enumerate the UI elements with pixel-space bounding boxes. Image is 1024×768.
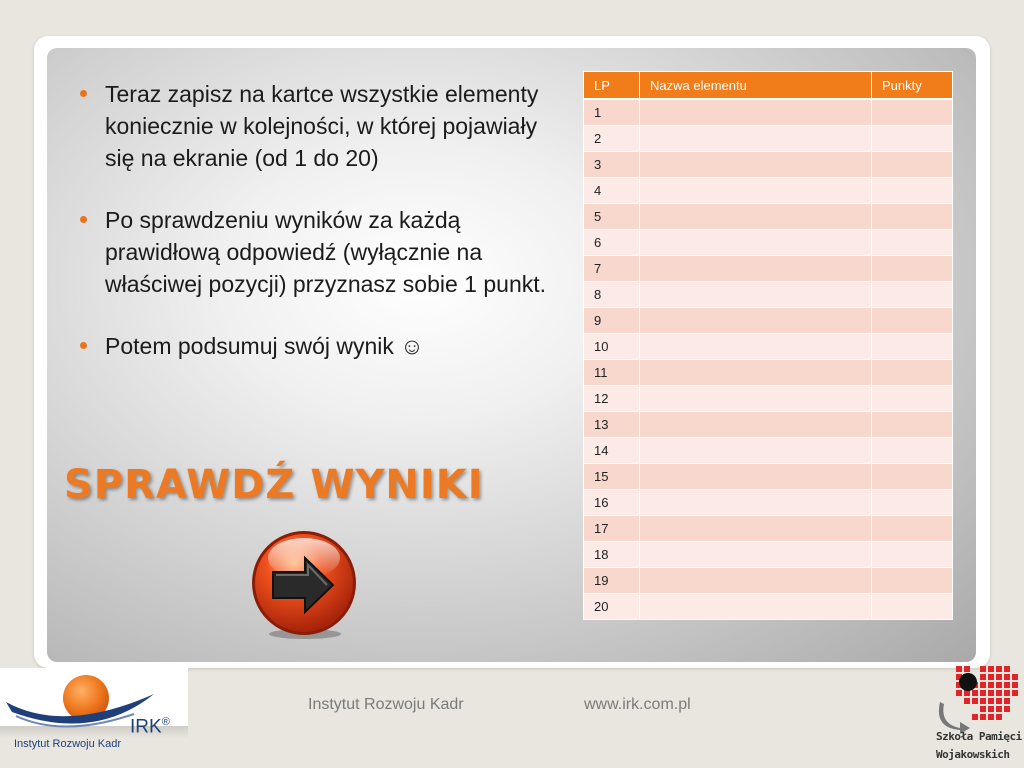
instruction-text: Po sprawdzeniu wyników za każdą prawidłową odpowiedź (wyłącznie na właściwej pozycji) przyznasz sobie 1 punkt. xyxy=(105,207,547,297)
table-row xyxy=(584,230,953,256)
irk-registered-mark: ® xyxy=(161,716,170,728)
cell-lp: 16 xyxy=(584,490,640,516)
table-row xyxy=(584,126,953,152)
cell-points[interactable] xyxy=(872,152,953,178)
cell-points[interactable] xyxy=(872,178,953,204)
slide-title: SPRAWDŹ WYNIKI xyxy=(64,462,484,508)
table-row xyxy=(584,360,953,386)
cell-lp: 11 xyxy=(584,360,640,386)
table-row xyxy=(584,334,953,360)
cell-element-name[interactable] xyxy=(640,542,872,568)
table-row xyxy=(584,516,953,542)
table-row xyxy=(584,464,953,490)
footer-website[interactable]: www.irk.com.pl xyxy=(584,696,691,713)
instruction-list xyxy=(78,78,558,392)
cell-element-name[interactable] xyxy=(640,464,872,490)
table-row xyxy=(584,256,953,282)
table-row xyxy=(584,542,953,568)
cell-element-name[interactable] xyxy=(640,230,872,256)
instruction-item xyxy=(78,78,558,174)
footer-organization: Instytut Rozwoju Kadr xyxy=(308,696,464,713)
irk-logo-caption: Instytut Rozwoju Kadr xyxy=(14,738,121,750)
irk-logo-text xyxy=(130,716,170,738)
table-row xyxy=(584,282,953,308)
table-row xyxy=(584,178,953,204)
cell-element-name[interactable] xyxy=(640,386,872,412)
table-header-row xyxy=(584,72,953,100)
cell-points[interactable] xyxy=(872,99,953,126)
cell-element-name[interactable] xyxy=(640,256,872,282)
school-name-line2: Wojakowskich xyxy=(936,748,1010,761)
cell-lp: 14 xyxy=(584,438,640,464)
cell-points[interactable] xyxy=(872,594,953,620)
cell-element-name[interactable] xyxy=(640,438,872,464)
cell-lp: 13 xyxy=(584,412,640,438)
arrow-right-icon xyxy=(249,530,359,640)
cell-lp: 12 xyxy=(584,386,640,412)
table-row xyxy=(584,308,953,334)
cell-element-name[interactable] xyxy=(640,152,872,178)
cell-element-name[interactable] xyxy=(640,594,872,620)
table-row xyxy=(584,386,953,412)
cell-element-name[interactable] xyxy=(640,412,872,438)
cell-points[interactable] xyxy=(872,386,953,412)
cell-points[interactable] xyxy=(872,542,953,568)
cell-points[interactable] xyxy=(872,282,953,308)
table-row xyxy=(584,594,953,620)
table-row xyxy=(584,99,953,126)
cell-element-name[interactable] xyxy=(640,178,872,204)
cell-lp: 1 xyxy=(584,99,640,126)
next-button[interactable] xyxy=(249,530,359,640)
cell-lp: 17 xyxy=(584,516,640,542)
cell-points[interactable] xyxy=(872,334,953,360)
header-element-name: Nazwa elementu xyxy=(640,72,872,100)
cell-element-name[interactable] xyxy=(640,204,872,230)
irk-logo-label: IRK xyxy=(130,716,162,738)
cell-points[interactable] xyxy=(872,204,953,230)
cell-element-name[interactable] xyxy=(640,568,872,594)
cell-element-name[interactable] xyxy=(640,516,872,542)
table-row xyxy=(584,490,953,516)
cell-element-name[interactable] xyxy=(640,99,872,126)
instruction-text: Potem podsumuj swój wynik ☺ xyxy=(105,333,424,359)
bullet-icon xyxy=(80,216,87,223)
table-body xyxy=(584,99,953,620)
cell-points[interactable] xyxy=(872,412,953,438)
cell-points[interactable] xyxy=(872,490,953,516)
cell-points[interactable] xyxy=(872,568,953,594)
cell-element-name[interactable] xyxy=(640,308,872,334)
bullet-icon xyxy=(80,342,87,349)
table-row xyxy=(584,204,953,230)
cell-points[interactable] xyxy=(872,438,953,464)
table-row xyxy=(584,568,953,594)
cell-element-name[interactable] xyxy=(640,126,872,152)
bullet-icon xyxy=(80,90,87,97)
cell-points[interactable] xyxy=(872,256,953,282)
cell-lp: 10 xyxy=(584,334,640,360)
instruction-text: Teraz zapisz na kartce wszystkie elementy koniecznie w kolejności, w której pojawiały się na ekranie (od 1 do 20) xyxy=(105,81,539,171)
cell-lp: 9 xyxy=(584,308,640,334)
score-table xyxy=(583,71,953,620)
cell-lp: 7 xyxy=(584,256,640,282)
cell-lp: 3 xyxy=(584,152,640,178)
cell-lp: 8 xyxy=(584,282,640,308)
cell-points[interactable] xyxy=(872,360,953,386)
table-row xyxy=(584,152,953,178)
cell-lp: 15 xyxy=(584,464,640,490)
cell-lp: 4 xyxy=(584,178,640,204)
cell-element-name[interactable] xyxy=(640,282,872,308)
instruction-item xyxy=(78,204,558,300)
cell-points[interactable] xyxy=(872,308,953,334)
cell-lp: 20 xyxy=(584,594,640,620)
cell-points[interactable] xyxy=(872,230,953,256)
school-name-line1: Szkoła Pamięci xyxy=(936,730,1022,743)
cell-element-name[interactable] xyxy=(640,490,872,516)
cell-points[interactable] xyxy=(872,126,953,152)
school-logo-icon xyxy=(934,662,1024,736)
cell-lp: 2 xyxy=(584,126,640,152)
table-row xyxy=(584,412,953,438)
cell-lp: 19 xyxy=(584,568,640,594)
header-points: Punkty xyxy=(872,72,953,100)
cell-points[interactable] xyxy=(872,516,953,542)
cell-points[interactable] xyxy=(872,464,953,490)
cell-lp: 6 xyxy=(584,230,640,256)
cell-lp: 5 xyxy=(584,204,640,230)
instruction-item xyxy=(78,330,558,362)
cell-element-name[interactable] xyxy=(640,360,872,386)
table-row xyxy=(584,438,953,464)
cell-element-name[interactable] xyxy=(640,334,872,360)
header-lp: LP xyxy=(584,72,640,100)
cell-lp: 18 xyxy=(584,542,640,568)
